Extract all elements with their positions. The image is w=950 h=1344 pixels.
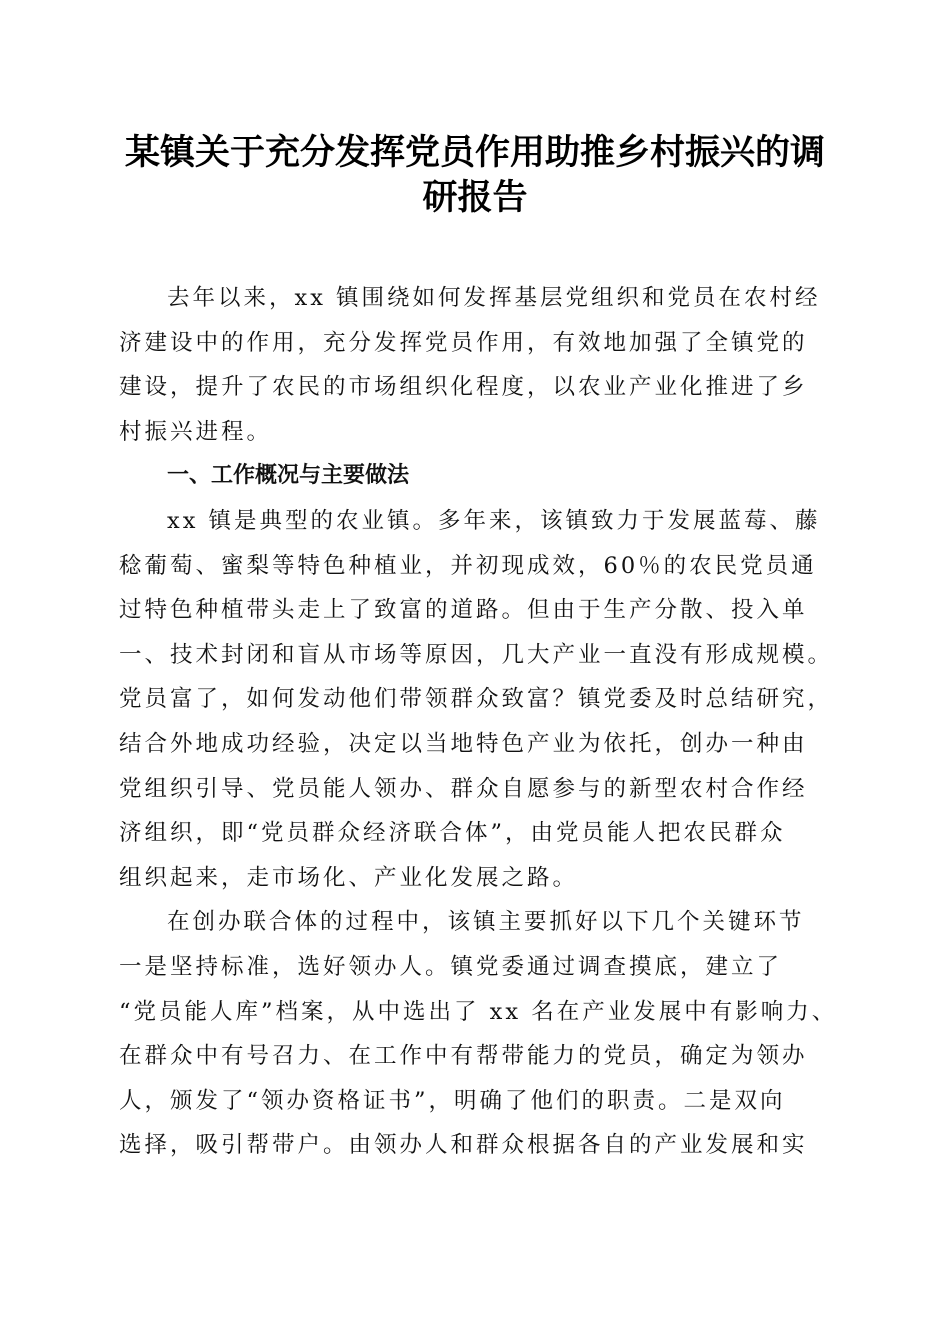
paragraph-intro-line: 济建设中的作用，充分发挥党员作用，有效地加强了全镇党的 bbox=[119, 329, 808, 356]
title-line-1: 某镇关于充分发挥党员作用助推乡村振兴的调 bbox=[124, 132, 825, 173]
paragraph-steps-line: “党员能人库”档案，从中选出了 xx 名在产业发展中有影响力、 bbox=[119, 998, 838, 1025]
paragraph-intro-line: 去年以来，xx 镇围绕如何发挥基层党组织和党员在农村经 bbox=[167, 285, 821, 311]
paragraph-steps-line: 选择，吸引帮带户。由领办人和群众根据各自的产业发展和实 bbox=[119, 1132, 808, 1159]
paragraph-overview-line: 党员富了，如何发动他们带领群众致富？镇党委及时总结研究， bbox=[119, 686, 834, 713]
section-heading: 一、工作概况与主要做法 bbox=[167, 463, 410, 489]
paragraph-overview-line: 过特色种植带头走上了致富的道路。但由于生产分散、投入单 bbox=[119, 597, 808, 624]
paragraph-overview-line: xx 镇是典型的农业镇。多年来，该镇致力于发展蓝莓、藤 bbox=[167, 507, 821, 534]
paragraph-steps-line: 一是坚持标准，选好领办人。镇党委通过调查摸底，建立了 bbox=[119, 953, 783, 980]
paragraph-steps-line: 人，颁发了“领办资格证书”，明确了他们的职责。二是双向 bbox=[119, 1087, 786, 1114]
paragraph-overview-line: 党组织引导、党员能人领办、群众自愿参与的新型农村合作经 bbox=[119, 775, 808, 802]
paragraph-steps-line: 在创办联合体的过程中，该镇主要抓好以下几个关键环节 bbox=[167, 909, 805, 936]
paragraph-overview-line: 济组织，即“党员群众经济联合体”，由党员能人把农民群众 bbox=[119, 820, 786, 847]
title-line-2: 研报告 bbox=[422, 176, 528, 218]
document-body bbox=[119, 276, 838, 1168]
paragraph-intro-line: 建设，提升了农民的市场组织化程度，以农业产业化推进了乡 bbox=[119, 374, 808, 401]
paragraph-overview-line: 组织起来，走市场化、产业化发展之路。 bbox=[119, 864, 579, 891]
paragraph-overview-line: 结合外地成功经验，决定以当地特色产业为依托，创办一种由 bbox=[119, 730, 808, 757]
paragraph-overview-line: 一、技术封闭和盲从市场等原因，几大产业一直没有形成规模。 bbox=[119, 641, 834, 668]
document-title bbox=[100, 128, 850, 217]
paragraph-intro-line: 村振兴进程。 bbox=[119, 418, 273, 445]
paragraph-overview-line: 稔葡萄、蜜梨等特色种植业，并初现成效，60％的农民党员通 bbox=[119, 552, 817, 579]
paragraph-steps-line: 在群众中有号召力、在工作中有帮带能力的党员，确定为领办 bbox=[119, 1043, 808, 1070]
